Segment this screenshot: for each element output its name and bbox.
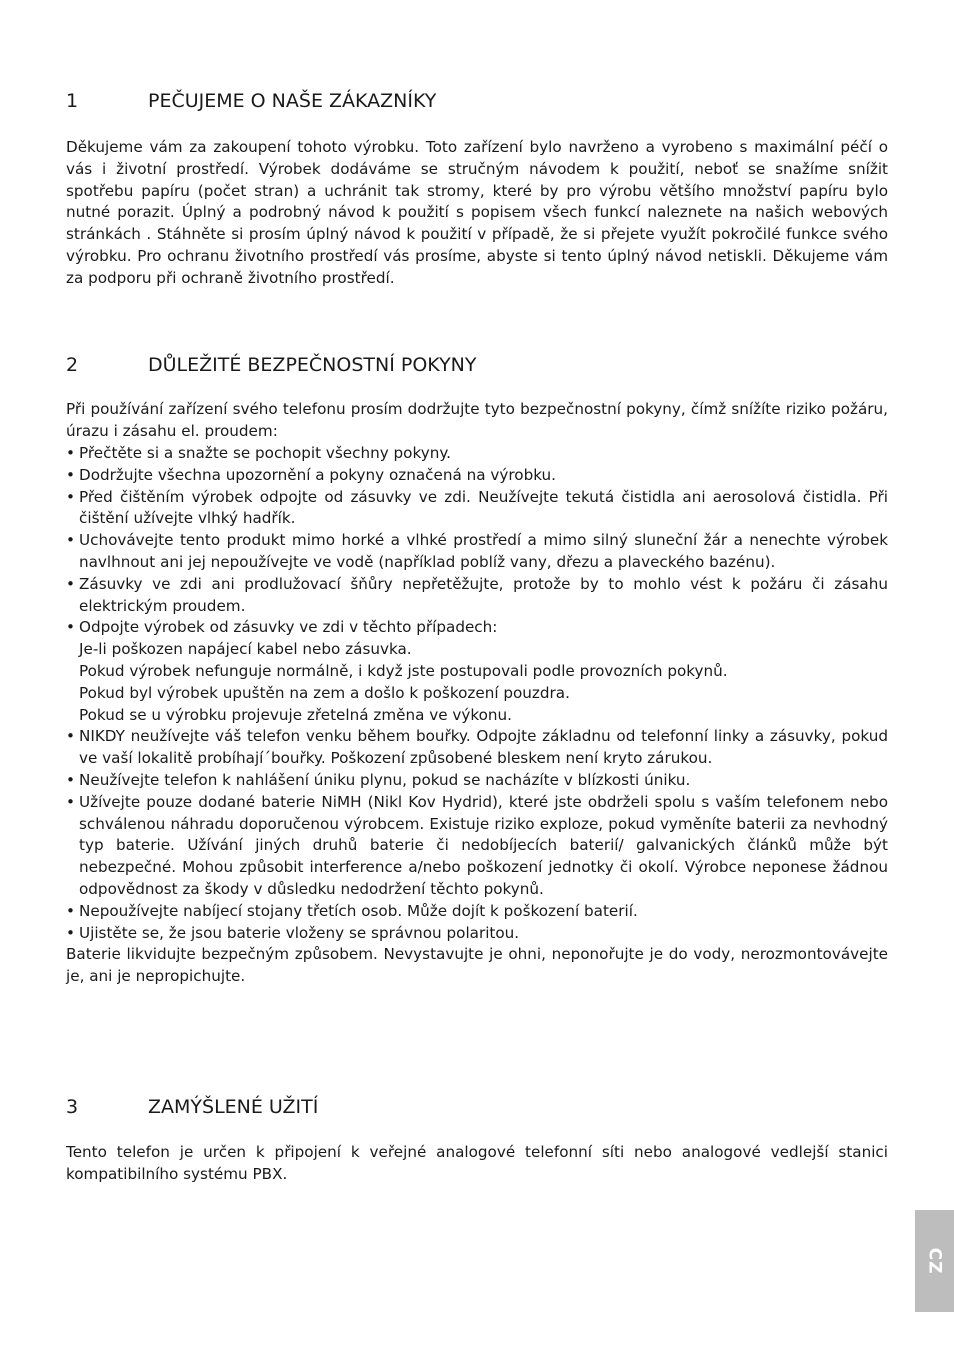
- list-item: • Neužívejte telefon k nahlášení úniku plynu, pokud se nacházíte v blízkosti úniku.: [66, 770, 691, 789]
- language-tab: [915, 1210, 954, 1312]
- list-item: • Zásuvky ve zdi ani prodlužovací šňůry nepřetěžujte, protože by to mohlo vést k požáru či zásahu elektrickým proudem.: [66, 574, 888, 615]
- list-item: • NIKDY neužívejte váš telefon venku během bouřky. Odpojte základnu od telefonní linky a zásuvky, pokud ve vaší lokalitě probíhají´bouřky. Poškození způsobené bleskem není kryto zárukou.: [66, 727, 888, 768]
- list-item: • Ujistěte se, že jsou baterie vloženy se správnou polaritou.: [66, 923, 520, 942]
- list-item: • Přečtěte si a snažte se pochopit všechny pokyny.: [66, 444, 451, 462]
- section-2-intro: Při používání zařízení svého telefonu prosím dodržujte tyto bezpečnostní pokyny, čímž snížíte riziko požáru, úrazu i zásahu el. proudem:: [66, 400, 888, 440]
- safety-list: [66, 443, 888, 988]
- language-tab-label: CZ: [924, 1247, 945, 1275]
- section-1-paragraph: Děkujeme vám za zakoupení tohoto výrobku. Toto zařízení bylo navrženo a vyrobeno s maximální péčí o vás i životní prostředí. Výrobek dodáváme se stručným návodem k použití, neboť se snažíme snížit spotřebu papíru (počet stran) a uchránit tak stromy, které by pro výrobu většího množství papíru bylo nutné porazit. Úplný a podrobný návod k použití s popisem všech funkcí naleznete na našich webových stránkách . Stáhněte si prosím úplný návod k použití v případě, že si přejete využít pokročilé funkce svého výrobku. Pro ochranu životního prostředí vás prosíme, abyste si tento úplný návod netiskli. Děkujeme vám za podporu při ochraně životního prostředí.: [66, 138, 888, 287]
- section-3-paragraph: Tento telefon je určen k připojení k veřejné analogové telefonní síti nebo analogové vedlejší stanici kompatibilního systému PBX.: [66, 1143, 888, 1183]
- section-title: DŮLEŽITÉ BEZPEČNOSTNÍ POKYNY: [148, 354, 477, 376]
- sub-item: Pokud výrobek nefunguje normálně, i když jste postupovali podle provozních pokynů.: [79, 661, 728, 680]
- section-1-heading: [66, 90, 888, 112]
- list-item: • Nepoužívejte nabíjecí stojany třetích osob. Může dojít k poškození baterií.: [66, 901, 638, 920]
- sub-item: Je-li poškozen napájecí kabel nebo zásuvka.: [79, 640, 412, 659]
- section-3-heading: [66, 1096, 888, 1118]
- sub-item: Pokud se u výrobku projevuje zřetelná změna ve výkonu.: [79, 705, 513, 724]
- list-item: • Odpojte výrobek od zásuvky ve zdi v těchto případech:: [66, 618, 498, 637]
- section-number: 2: [66, 354, 79, 376]
- sub-item: Pokud byl výrobek upuštěn na zem a došlo k poškození pouzdra.: [79, 683, 570, 702]
- section-title: ZAMÝŠLENÉ UŽITÍ: [148, 1096, 319, 1118]
- list-item: • Před čištěním výrobek odpojte od zásuvky ve zdi. Neužívejte tekutá čistidla ani aerosolová čistidla. Při čištění užívejte vlhký hadřík.: [66, 487, 888, 528]
- list-item: • Užívejte pouze dodané baterie NiMH (Nikl Kov Hydrid), které jste obdrželi spolu s vaším telefonem nebo schválenou náhradu doporučenou výrobcem. Existuje riziko exploze, pokud vyměníte baterii za nevhodný typ baterie. Užívání jiných druhů baterie či nedobíjecích baterií/ galvanických článků může být nebezpečné. Mohou způsobit interference a/nebo poškození jednotky či okolí. Výrobce neponese žádnou odpovědnost za škody v důsledku nedodržení těchto pokynů.: [66, 792, 888, 898]
- section-2-heading: [66, 354, 888, 376]
- list-item: • Dodržujte všechna upozornění a pokyny označená na výrobku.: [66, 465, 556, 484]
- closing-text: Baterie likvidujte bezpečným způsobem. Nevystavujte je ohni, neponořujte je do vody, nerozmontovávejte je, ani je nepropichujte.: [66, 945, 888, 986]
- section-number: 3: [66, 1096, 79, 1118]
- section-number: 1: [66, 90, 79, 112]
- list-item: • Uchovávejte tento produkt mimo horké a vlhké prostředí a mimo silný sluneční žár a nenechte výrobek navlhnout ani jej nepoužívejte ve vodě (například poblíž vany, dřezu a plaveckého bazénu).: [66, 531, 888, 571]
- section-title: PEČUJEME O NAŠE ZÁKAZNÍKY: [148, 90, 437, 112]
